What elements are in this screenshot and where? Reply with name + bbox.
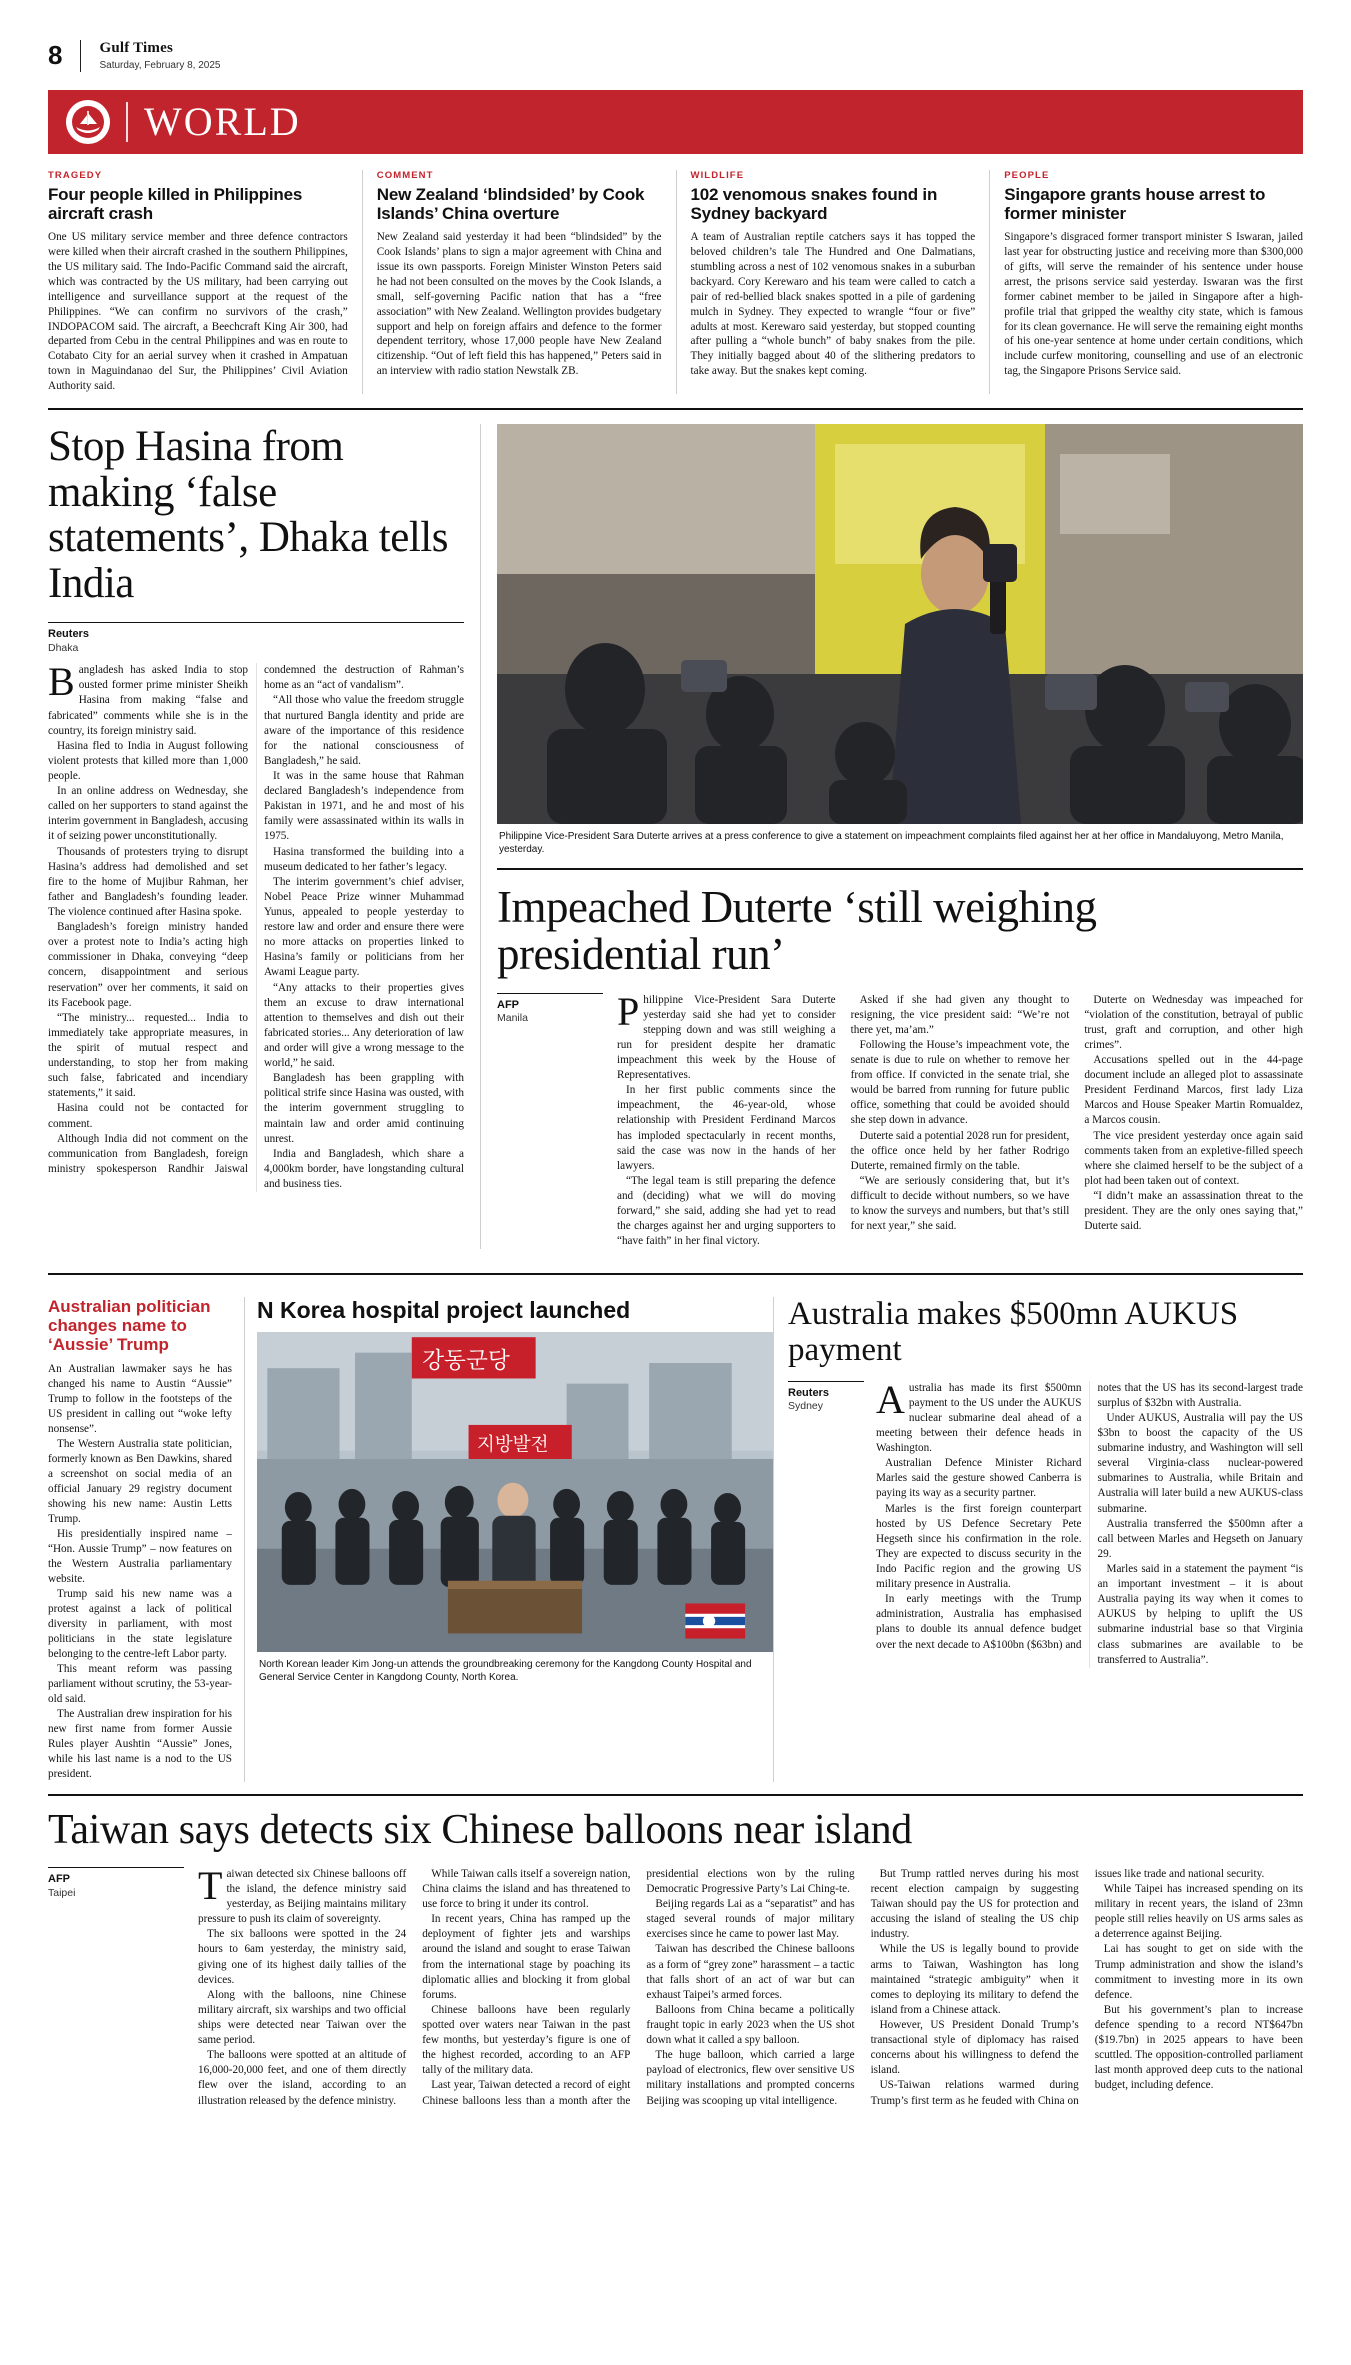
paragraph: Hasina could not be contacted for comment. xyxy=(48,1102,248,1130)
article-hasina xyxy=(48,424,480,1249)
paragraph: Taiwan detected six Chinese balloons off the island, the defence ministry said yesterday, as Beijing maintains military pressure to push its claim of sovereignty. xyxy=(198,1862,407,1926)
aukus-agency: Reuters xyxy=(788,1386,829,1399)
brief-item xyxy=(48,170,362,395)
paragraph: Bangladesh’s foreign ministry handed over a protest note to India’s acting high commissioner in Dhaka, conveying “deep concern, disappointment and serious reservation” over her comments, it said on its Facebook page. xyxy=(48,921,248,1009)
paragraph: But Trump rattled nerves during his most recent election campaign by suggesting Taiwan should pay the US for protection and accusing the island of stealing the US chip industry. xyxy=(870,1867,1079,1941)
gulf-times-logo-icon xyxy=(66,100,110,144)
paragraph: Hasina transformed the building into a museum dedicated to her father’s legacy. xyxy=(264,845,464,873)
brief-body: Singapore’s disgraced former transport minister S Iswaran, jailed last year for obstructing justice and receiving more than $300,000 of gifts, will serve the remainder of his sentence under house arrest, the prisons service said yesterday. Iswaran was the first former cabinet member to be jailed in Singapore after a high-profile trial that gripped the wealthy city state, which is famous for its clean governance. He will serve the remaining eight months of his one-year sentence at home under certain conditions, which include curfew monitoring, counselling and use of an electronic tag, the Singapore Prisons Service said. xyxy=(1004,231,1303,378)
paragraph: While the US is legally bound to provide arms to Taiwan, Washington has long maintained “strategic ambiguity” when it comes to deploying its military to defend the island from a Chinese attack. xyxy=(870,1943,1079,2016)
svg-text:지방발전: 지방발전 xyxy=(476,1435,549,1457)
paragraph: “The ministry... requested... India to immediately take appropriate measures, in the spirit of mutual respect and understanding, to stop her from making such false, fabricated and incendiary statements,” it said. xyxy=(48,1011,248,1100)
hasina-location: Dhaka xyxy=(48,642,79,655)
masthead-divider xyxy=(80,40,81,72)
paragraph: But his government’s plan to increase defence spending to a record NT$647bn ($19.7bn) in 2025 appears to have been scuttled. The opposition-controlled parliament last month approved deep cuts to the national budget, including defence. xyxy=(1094,2003,1303,2092)
paragraph: “Any attacks to their properties gives them an excuse to draw international attention to themselves and dish out their fabricated stories... Any deterioration of law and order will give a wrong message to the world,” he said. xyxy=(264,981,464,1070)
paragraph: Balloons from China became a politically fraught topic in early 2023 when the US shot down what it called a spy balloon. xyxy=(646,2003,855,2047)
paragraph: Last year, Taiwan detected a record of eight Chinese balloons less than a month after the presidential elections won by the ruling Democratic Progressive Party’s Lai Ching-te. xyxy=(422,1867,855,2107)
article-nkorea xyxy=(245,1297,773,1781)
taiwan-agency: AFP xyxy=(48,1872,70,1885)
taiwan-body-wrap xyxy=(48,1862,1303,2109)
paragraph: In recent years, China has ramped up the deployment of fighter jets and warships around the island and sought to erase Taiwan from the international stage by poaching its diplomatic allies and blocking it from global forums. xyxy=(422,1913,631,2001)
duterte-press-conference-photo xyxy=(497,424,1303,824)
paragraph: India and Bangladesh, which share a 4,000km border, have longstanding cultural and business ties. xyxy=(264,1147,464,1190)
paragraph: Along with the balloons, nine Chinese military aircraft, six warships and two official ships were detected near Taiwan over the same period. xyxy=(198,1988,407,2047)
aukus-body xyxy=(876,1376,1303,1668)
brief-body: One US military service member and three defence contractors were killed when their aircraft crashed in the southern Philippines, the US military said. The Indo-Pacific Command said the aircraft, which was contracted by the US military, had been carrying out intelligence and surveillance support at the request of the Philippines. “We can confirm no survivors of the crash,” INDOPACOM said. The aircraft, a Beechcraft King Air 300, had departed from Cebu in the central Philippines and was en route to Cotabato City for an aerial survey when it crashed in Ampatuan town in Maguindanao del Sur, the Philippines’ Civil Aviation Authority said. xyxy=(48,231,348,393)
section-rule xyxy=(48,1273,1303,1275)
aukus-byline xyxy=(788,1381,864,1660)
brief-kicker: PEOPLE xyxy=(1004,169,1050,181)
paragraph: Chinese balloons have been regularly spotted over waters near Taiwan in the past few months, but yesterday’s figure is one of the highest recorded, according to an AFP tally of the military data. xyxy=(422,2003,631,2077)
paragraph: In an online address on Wednesday, she called on her supporters to stand against the interim government in Bangladesh, accusing it of seizing power unconstitutionally. xyxy=(48,785,248,843)
article-taiwan xyxy=(48,1808,1303,2109)
paragraph: It was in the same house that Rahman declared Bangladesh’s independence from Pakistan in 1971, and he and most of his family were assassinated within its walls in 1975. xyxy=(264,770,464,843)
brief-headline: New Zealand ‘blindsided’ by Cook Islands’ China overture xyxy=(376,184,645,223)
nkorea-headline: N Korea hospital project launched xyxy=(257,1297,631,1324)
paragraph: An Australian lawmaker says he has changed his name to Austin “Aussie” Trump to follow in the footsteps of the US president in calling out “woke lefty nonsense”. xyxy=(48,1362,232,1435)
main-top-region xyxy=(48,424,1303,1261)
brief-headline: 102 venomous snakes found in Sydney backyard xyxy=(690,184,938,223)
brief-headline: Singapore grants house arrest to former minister xyxy=(1004,184,1266,223)
brief-kicker: TRAGEDY xyxy=(48,169,103,181)
paragraph: US-Taiwan relations warmed during Trump’s first term as he feuded with China on issues like trade and national security. xyxy=(870,1867,1265,2107)
nkorea-ceremony-photo xyxy=(257,1332,773,1652)
duterte-headline: Impeached Duterte ‘still weighing presidential run’ xyxy=(497,882,1097,980)
nkorea-photo-caption: North Korean leader Kim Jong-un attends the groundbreaking ceremony for the Kangdong County Hospital and General Service Center in Kangdong County, North Korea. xyxy=(259,1659,752,1684)
paragraph: Taiwan has described the Chinese balloons as a form of “grey zone” harassment – a tactic that falls short of an act of war but can exhaust Taipei’s armed forces. xyxy=(646,1943,855,2001)
paragraph: Bangladesh has been grappling with political strife since Hasina was ousted, with the interim government struggling to maintain law and order amid continuing unrest. xyxy=(264,1072,464,1145)
brief-item xyxy=(676,170,990,395)
paper-name: Gulf Times xyxy=(99,40,174,56)
duterte-photo-caption: Philippine Vice-President Sara Duterte arrives at a press conference to give a statement on impeachment complaints filed against her at her office in Mandaluyong, Metro Manila, yesterday. xyxy=(499,831,1284,856)
brief-kicker: COMMENT xyxy=(376,169,434,181)
brief-headline: Four people killed in Philippines aircraft crash xyxy=(48,184,303,223)
paragraph: Marles is the first foreign counterpart hosted by US Defence Secretary Pete Hegseth since his confirmation in the role. They are expected to discuss security in the Indo Pacific region and the growing US military presence in Australia. xyxy=(876,1502,1082,1591)
duterte-byline xyxy=(497,993,603,1242)
paragraph: Under AUKUS, Australia will pay the US $3bn to boost the capacity of the US submarine industry, and Washington will sell several Virginia-class nuclear-powered submarines to Australia, while Britain and Australia will later build a new AUKUS-class submarine. xyxy=(1097,1411,1303,1515)
brief-body: New Zealand said yesterday it had been “blindsided” by the Cook Islands’ plans to sign a major agreement with China and issue its own passports. Foreign Minister Winston Peters said he had not been consulted on the moves by the Cook Islands, a small, self-governing Pacific nation that has a “free association” with New Zealand. Wellington provides budgetary support and help on foreign affairs and defence to the former dependent territory, whose 17,000 people have New Zealand citizenship. “Out of left field this has happened,” Peters said in an interview with radio station Newstalk ZB. xyxy=(376,231,662,378)
paragraph: While Taipei has increased spending on its military in recent years, the island of 23mn people still relies heavily on US arms sales as a deterrence against Beijing. xyxy=(1094,1882,1303,1941)
paragraph: “All those who value the freedom struggle that nurtured Bangla identity and pride are aware of the importance of this residence for the national consciousness of Bangladesh,” he said. xyxy=(264,694,464,767)
banner-divider xyxy=(126,102,128,142)
paragraph: The interim government’s chief adviser, Nobel Peace Prize winner Muhammad Yunus, appealed to people yesterday to restore law and order and ensure there were no more attacks on properties linked to Hasina’s family or politicians from her Awami League party. xyxy=(264,875,464,979)
paragraph: His presidentially inspired name – “Hon. Aussie Trump” – now features on the Western Australia parliamentary website. xyxy=(48,1527,232,1585)
paragraph: Bangladesh has asked India to stop ousted former prime minister Sheikh Hasina from making “false and fabricated” comments while she is in the country, its foreign ministry said. xyxy=(48,659,248,737)
aukus-headline: Australia makes $500mn AUKUS payment xyxy=(788,1296,1239,1369)
paragraph: Accusations spelled out in the 44-page document include an alleged plot to assassinate President Ferdinand Marcos, first lady Liza Marcos and House Speaker Martin Romualdez, a Marcos cousin. xyxy=(1084,1053,1303,1127)
article-aukus xyxy=(774,1297,1303,1781)
section-banner xyxy=(48,90,1303,154)
paragraph: Beijing regards Lai as a “separatist” and has staged several rounds of major military exercises since he came to power last May. xyxy=(646,1898,855,1941)
paragraph: However, US President Donald Trump’s transactional style of diplomacy has raised concerns about his willingness to defend the island. xyxy=(870,2018,1079,2077)
brief-body: A team of Australian reptile catchers says it has topped the beloved children’s tale The Hundred and One Dalmatians, stumbling across a nest of 102 venomous snakes in a suburban backyard. Cory Kerewaro and his team were called to catch a pair of red-bellied black snakes spotted in a pile of gardening mulch in Sydney. They expected to wrangle “four or five” adults at most. Kerewaro said yesterday, but stopped counting after pulling a “whole bunch” of baby snakes from the pile. They initially bagged about 40 of the slithering predators to take away. But the snakes kept coming. xyxy=(690,231,976,378)
paragraph: The six balloons were spotted in the 24 hours to 6am yesterday, the ministry said, giving one of its highest daily tallies of the devices. xyxy=(198,1928,407,1986)
taiwan-headline: Taiwan says detects six Chinese balloons near island xyxy=(48,1806,912,1853)
paragraph: The Western Australia state politician, formerly known as Ben Dawkins, shared a screenshot on social media of an official January 29 registry document showing his new name: Austin Letts Trump. xyxy=(48,1437,232,1525)
aukus-location: Sydney xyxy=(788,1400,824,1413)
section-title: WORLD xyxy=(144,99,301,144)
brief-item xyxy=(362,170,676,395)
paragraph: Although India did not comment on the communication from Bangladesh, foreign ministry spokesperson Randhir Jaiswal condemned the destruction of Rahman’s home as an “act of vandalism”. xyxy=(48,664,464,1175)
paragraph: The Australian drew inspiration for his new first name from former Aussie Rules player Aushtin “Aussie” Jones, while his last name is a nod to the US president. xyxy=(48,1707,232,1780)
brief-kicker: WILDLIFE xyxy=(690,169,745,181)
paragraph: Marles said in a statement the payment “is an important investment – it is about Australia paying its way when it comes to AUKUS by helping to uplift the US submarine industrial base so that Virginia class submarines are available to be transferred to Australia”. xyxy=(1097,1562,1303,1666)
paragraph: Duterte on Wednesday was impeached for “violation of the constitution, betrayal of public trust, graft and corruption, and other high crimes”. xyxy=(1084,993,1303,1051)
paragraph: “I didn’t make an assassination threat to the president. They are the only ones saying that,” Duterte said. xyxy=(1084,1189,1303,1233)
taiwan-body xyxy=(198,1862,1303,2109)
paragraph: Philippine Vice-President Sara Duterte yesterday said she had yet to consider stepping down and was still weighing a run for president despite her dramatic impeachment this week by the House of Representatives. xyxy=(617,988,836,1082)
section-rule xyxy=(48,1794,1303,1796)
paragraph: Australia has made its first $500mn payment to the US under the AUKUS nuclear submarine deal ahead of a meeting between their defence heads in Washington. xyxy=(876,1376,1082,1455)
svg-text:강동군당: 강동군당 xyxy=(422,1348,510,1375)
mid-region xyxy=(48,1287,1303,1781)
hasina-agency: Reuters xyxy=(48,628,89,641)
paragraph: Following the House’s impeachment vote, the senate is due to rule on whether to remove her from office. If convicted in the senate trial, she would be barred from running for future public office, something that could be avoided should she step down in advance. xyxy=(850,1038,1070,1127)
masthead-titles xyxy=(99,40,220,72)
hasina-headline: Stop Hasina from making ‘false statements’, Dhaka tells India xyxy=(48,423,448,607)
section-rule xyxy=(497,868,1303,870)
paragraph: “The legal team is still preparing the defence and (deciding) what we will do moving forward,” she said, adding she had yet to read the charges against her and urging supporters to “have faith” in her final victory. xyxy=(617,1174,836,1248)
aussie-headline: Australian politician changes name to ‘Aussie’ Trump xyxy=(48,1297,211,1355)
paragraph: “We are seriously considering that, but it’s difficult to decide without numbers, so we have to know the surveys and numbers, but that’s still for next year,” she said. xyxy=(850,1174,1070,1233)
article-aussie-trump xyxy=(48,1297,244,1781)
hasina-body xyxy=(48,659,464,1192)
paragraph: Australian Defence Minister Richard Marles said the gesture showed Canberra is paying its way as a security partner. xyxy=(876,1457,1082,1500)
paper-date: Saturday, February 8, 2025 xyxy=(99,59,221,71)
taiwan-byline-wrap xyxy=(48,1867,198,2109)
taiwan-byline xyxy=(48,1867,184,1900)
paragraph: The huge balloon, which carried a large payload of electronics, flew over sensitive US military installations and prompted concerns Beijing was scooping up vital intelligence. xyxy=(646,2049,855,2107)
duterte-body-wrap xyxy=(497,988,1303,1250)
duterte-agency: AFP xyxy=(497,998,519,1011)
brief-item xyxy=(989,170,1303,395)
paragraph: Hasina fled to India in August following violent protests that killed more than 1,000 people. xyxy=(48,739,248,782)
paragraph: Trump said his new name was a protest against a lack of political diversity in parliament, with most politicians in the state legislature belonging to the centre-left Labor party. xyxy=(48,1587,232,1660)
duterte-body xyxy=(617,988,1303,1250)
taiwan-location: Taipei xyxy=(48,1886,76,1899)
paragraph: Lai has sought to get on side with the Trump administration and show the island’s commitment to investing more in its own defence. xyxy=(1094,1943,1303,2001)
article-duterte xyxy=(481,424,1303,1249)
paragraph: Thousands of protesters trying to disrupt Hasina’s address had demolished and set fire to the home of Mujibur Rahman, her father and Bangladesh’s founding leader. The violence continued after Hasina spoke. xyxy=(48,845,248,918)
aukus-body-wrap xyxy=(774,1376,1303,1668)
paragraph: The balloons were spotted at an altitude of 16,000-20,000 feet, and one of them directly flew over the island, according to an illustration released by the defence ministry. xyxy=(198,2049,407,2107)
paragraph: In her first public comments since the impeachment, the 46-year-old, whose relationship with President Ferdinand Marcos has imploded spectacularly in recent months, said the case was now in the hands of her lawyers. xyxy=(617,1084,836,1172)
page-number: 8 xyxy=(48,40,63,70)
paragraph: Australia transferred the $500mn after a call between Marles and Hegseth on January 29. xyxy=(1097,1517,1303,1560)
duterte-location: Manila xyxy=(497,1012,528,1025)
paragraph: In early meetings with the Trump administration, Australia has emphasised plans to double its annual defence budget over the next decade to A$100bn ($63bn) and notes that the US has its second-largest trade surplus of $32bn with Australia. xyxy=(876,1381,1303,1651)
hasina-byline xyxy=(48,622,464,655)
masthead xyxy=(48,40,1303,80)
paragraph: The vice president yesterday once again said comments taken from an expletive-filled speech where she claimed herself to be the subject of a plot had been taken out of context. xyxy=(1084,1129,1303,1187)
aussie-body xyxy=(48,1362,244,1782)
paragraph: While Taiwan calls itself a sovereign nation, China claims the island and has threatened to use force to bring it under its control. xyxy=(422,1867,631,1911)
paragraph: Duterte said a potential 2028 run for president, the office once held by her father Rodrigo Duterte, remained firmly on the table. xyxy=(850,1129,1070,1172)
paragraph: This meant reform was passing parliament without scrutiny, the 53-year-old said. xyxy=(48,1662,232,1705)
briefs-row xyxy=(48,170,1303,411)
paragraph: Asked if she had given any thought to resigning, the vice president said: “We’re not there yet, ma’am.” xyxy=(850,993,1070,1036)
